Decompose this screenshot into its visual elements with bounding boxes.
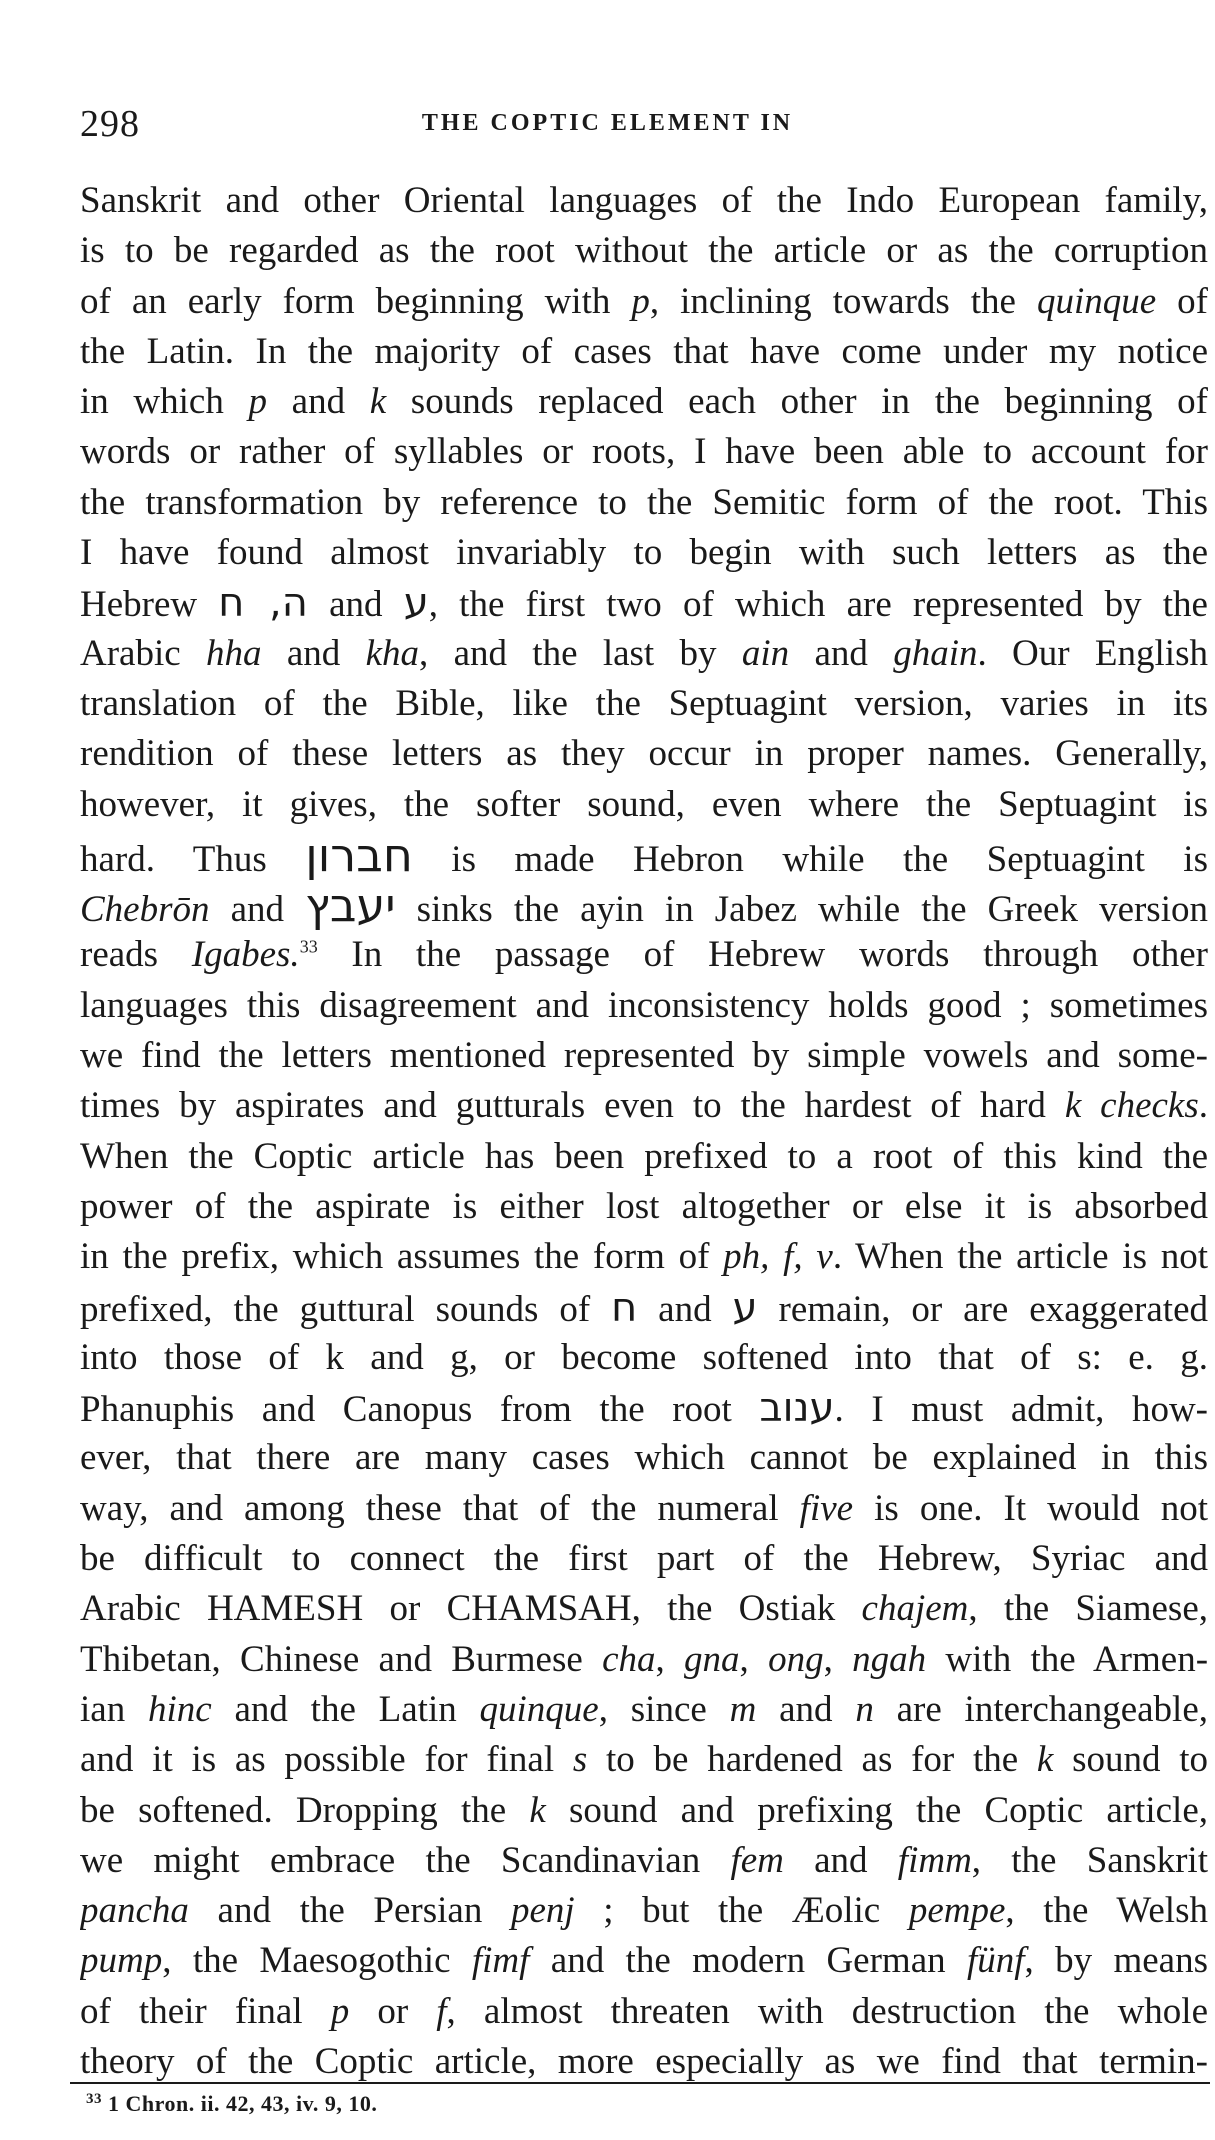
italic-term: kha	[365, 632, 419, 674]
text-run: the Latin. In the majority of cases that have come under my notice	[80, 330, 1208, 372]
text-run: be softened. Dropping the	[80, 1789, 530, 1831]
italic-term: p	[631, 280, 650, 322]
text-run: with the Armen-	[926, 1638, 1208, 1680]
text-line	[80, 528, 1208, 578]
text-run: remain, or are exaggerated	[757, 1288, 1208, 1330]
text-run: however, it gives, the softer sound, even where the Septuagint is	[80, 783, 1208, 825]
text-run: of their final	[80, 1990, 331, 2032]
italic-term: ph, f, v	[723, 1236, 833, 1278]
text-line	[80, 729, 1208, 779]
text-run: in which	[80, 381, 249, 423]
italic-term: k checks	[1064, 1085, 1199, 1127]
italic-term: ong	[768, 1638, 824, 1680]
hebrew-letters: ע	[403, 580, 429, 627]
text-run: . Our English	[977, 632, 1208, 674]
italic-term: Igabes.	[191, 934, 300, 976]
text-line	[80, 830, 1208, 880]
hebrew-letters: ח	[611, 1284, 638, 1331]
text-line	[80, 1132, 1208, 1182]
text-run: and	[261, 632, 366, 674]
text-line	[80, 1534, 1208, 1584]
italic-term: hinc	[147, 1688, 212, 1730]
text-run: rendition of these letters as they occur in proper names. Generally,	[80, 733, 1208, 775]
text-line	[80, 1836, 1208, 1886]
text-run: , and the last by	[419, 632, 742, 674]
text-run: .	[1198, 1085, 1208, 1127]
italic-term: m	[729, 1688, 757, 1730]
text-run: and	[637, 1288, 733, 1330]
italic-term: k	[369, 381, 387, 423]
text-line	[80, 427, 1208, 477]
italic-term: k	[1036, 1739, 1054, 1781]
text-run: ,	[655, 1638, 685, 1680]
italic-term: ngah	[852, 1638, 927, 1680]
text-run: and	[209, 889, 306, 931]
text-run: of an early form beginning with	[80, 280, 632, 322]
text-run: we find the letters mentioned represented by simple vowels and some-	[80, 1035, 1208, 1077]
italic-term: Chebrōn	[80, 889, 210, 931]
text-line	[80, 981, 1208, 1031]
text-line	[80, 880, 1208, 930]
text-run: When the Coptic article has been prefixed to a root of this kind the	[80, 1135, 1208, 1177]
text-line	[80, 1635, 1208, 1685]
text-run: ,	[823, 1638, 853, 1680]
text-line	[80, 629, 1208, 679]
text-run: , the Sanskrit	[971, 1839, 1208, 1881]
text-run: hard. Thus	[80, 838, 306, 880]
text-run: way, and among these that of the numeral	[80, 1487, 800, 1529]
italic-term: fünf	[966, 1940, 1025, 1982]
text-run: in the prefix, which assumes the form of	[80, 1236, 724, 1278]
page-number: 298	[80, 103, 140, 145]
italic-term: fimf	[471, 1940, 530, 1982]
text-line	[80, 1886, 1208, 1936]
text-run: and the modern German	[529, 1940, 967, 1982]
text-line	[80, 327, 1208, 377]
text-line	[80, 1433, 1208, 1483]
text-line	[80, 780, 1208, 830]
text-run: sound and prefixing the Coptic article,	[545, 1789, 1208, 1831]
text-run: ,	[739, 1638, 769, 1680]
text-run: Arabic	[80, 632, 206, 674]
italic-term: s	[572, 1739, 588, 1781]
text-line	[80, 377, 1208, 427]
hebrew-letters: ע	[732, 1284, 758, 1331]
italic-term: cha	[602, 1638, 656, 1680]
text-run: we might embrace the Scandinavian	[80, 1839, 731, 1881]
body-text	[80, 176, 1208, 2087]
italic-term: gna	[684, 1638, 740, 1680]
text-run: , the first two of which are represented by the	[428, 584, 1208, 626]
text-run: I have found almost invariably to begin with such letters as the	[80, 532, 1208, 574]
text-run: the transformation by reference to the Semitic form of the root. This	[80, 481, 1208, 523]
text-line	[80, 1333, 1208, 1383]
text-run: of	[1156, 280, 1208, 322]
italic-term: p	[248, 381, 267, 423]
text-line	[80, 1031, 1208, 1081]
text-run: languages this disagreement and inconsistency holds good ; sometimes	[80, 984, 1208, 1026]
italic-term: pancha	[80, 1890, 189, 1932]
text-run: and	[789, 632, 894, 674]
text-run: Arabic HAMESH or CHAMSAH, the Ostiak	[80, 1588, 862, 1630]
text-run: and the Latin	[211, 1688, 480, 1730]
text-run: Sanskrit and other Oriental languages of the Indo European family,	[80, 180, 1208, 221]
text-run: words or rather of syllables or roots, I have been able to account for	[80, 431, 1208, 473]
text-run: into those of k and g, or become softened into that of s: e. g.	[80, 1336, 1208, 1378]
italic-term: hha	[206, 632, 262, 674]
text-line	[80, 1081, 1208, 1131]
text-run: sound to	[1053, 1739, 1208, 1781]
text-run: and	[783, 1839, 898, 1881]
text-line	[80, 1987, 1208, 2037]
text-run: and	[267, 381, 370, 423]
text-line	[80, 1182, 1208, 1232]
text-line	[80, 1685, 1208, 1735]
text-run: and it is as possible for final	[80, 1739, 573, 1781]
text-line	[80, 1584, 1208, 1634]
italic-term: ghain	[893, 632, 978, 674]
text-run: Hebrew	[80, 584, 219, 626]
text-run: sounds replaced each other in the beginning of	[386, 381, 1208, 423]
text-line	[80, 1283, 1208, 1333]
italic-term: ain	[741, 632, 790, 674]
text-run: . When the article is not	[832, 1236, 1208, 1278]
text-run: is one. It would not	[853, 1487, 1208, 1529]
italic-term: k	[529, 1789, 546, 1831]
text-run: , by means	[1024, 1940, 1208, 1982]
text-line	[80, 478, 1208, 528]
italic-term: fimm	[897, 1839, 972, 1881]
text-line	[80, 578, 1208, 628]
text-line	[80, 277, 1208, 327]
text-run: sinks the ayin in Jabez while the Greek version	[395, 889, 1208, 931]
text-line	[80, 1232, 1208, 1282]
text-run: times by aspirates and gutturals even to the hardest of hard	[80, 1085, 1065, 1127]
text-line	[80, 1786, 1208, 1836]
text-line	[80, 226, 1208, 276]
text-run: ian	[80, 1688, 148, 1730]
text-run: be difficult to connect the first part of the Hebrew, Syriac and	[80, 1538, 1208, 1580]
italic-term: quinque	[479, 1688, 599, 1730]
footnote-reference: 33	[299, 937, 318, 958]
italic-term: pump	[80, 1940, 163, 1982]
text-line	[80, 1383, 1208, 1433]
footnote	[86, 2091, 377, 2117]
text-run: is to be regarded as the root without the article or as the corruption	[80, 230, 1208, 272]
italic-term: n	[855, 1688, 874, 1730]
hebrew-letters: ענוב	[759, 1385, 835, 1432]
italic-term: f	[436, 1990, 447, 2032]
text-run: Phanuphis and Canopus from the root	[80, 1389, 760, 1431]
text-run: , inclining towards the	[649, 280, 1037, 322]
text-line	[80, 176, 1208, 226]
footnote-divider	[70, 2082, 1210, 2084]
text-run: power of the aspirate is either lost altogether or else it is absorbed	[80, 1185, 1208, 1227]
text-line	[80, 2037, 1208, 2087]
text-run: translation of the Bible, like the Septuagint version, varies in its	[80, 682, 1208, 724]
text-run: reads	[80, 934, 192, 976]
text-run: In the passage of Hebrew words through other	[317, 934, 1208, 976]
footnote-mark: 33	[86, 2090, 102, 2107]
text-run: theory of the Coptic article, more especially as we find that termin-	[80, 2040, 1208, 2082]
text-run: ever, that there are many cases which cannot be explained in this	[80, 1437, 1208, 1479]
running-head: THE COPTIC ELEMENT IN	[421, 110, 794, 136]
text-run: ; but the Æolic	[574, 1890, 909, 1932]
text-run: . I must admit, how-	[834, 1389, 1208, 1431]
hebrew-word: יעבץ	[305, 880, 396, 931]
text-run: and the Persian	[188, 1890, 511, 1932]
italic-term: penj	[510, 1890, 575, 1932]
text-line	[80, 679, 1208, 729]
text-run: , since	[598, 1688, 730, 1730]
text-line	[80, 1936, 1208, 1986]
italic-term: quinque	[1036, 280, 1157, 322]
italic-term: fem	[730, 1839, 784, 1881]
text-run: or	[349, 1990, 437, 2032]
italic-term: five	[799, 1487, 854, 1529]
text-run: Thibetan, Chinese and Burmese	[80, 1638, 603, 1680]
italic-term: pempe	[908, 1890, 1006, 1932]
text-run: prefixed, the guttural sounds of	[80, 1288, 612, 1330]
hebrew-word: חברון	[305, 829, 413, 881]
text-line	[80, 1735, 1208, 1785]
text-run: and	[307, 584, 404, 626]
text-run: , almost threaten with destruction the whole	[446, 1990, 1208, 2032]
italic-term: chajem	[861, 1588, 969, 1630]
footnote-text: 1 Chron. ii. 42, 43, iv. 9, 10.	[108, 2091, 378, 2116]
text-run: , the Siamese,	[968, 1588, 1208, 1630]
text-run: is made Hebron while the Septuagint is	[412, 838, 1208, 880]
text-run: to be hardened as for the	[587, 1739, 1037, 1781]
text-run: and	[756, 1688, 856, 1730]
hebrew-letters: ה, ח	[218, 580, 308, 627]
text-run: are interchangeable,	[873, 1688, 1208, 1730]
italic-term: p	[330, 1990, 350, 2032]
text-line	[80, 930, 1208, 980]
text-line	[80, 1484, 1208, 1534]
text-run: , the Welsh	[1005, 1890, 1208, 1932]
text-run: , the Maesogothic	[162, 1940, 472, 1982]
